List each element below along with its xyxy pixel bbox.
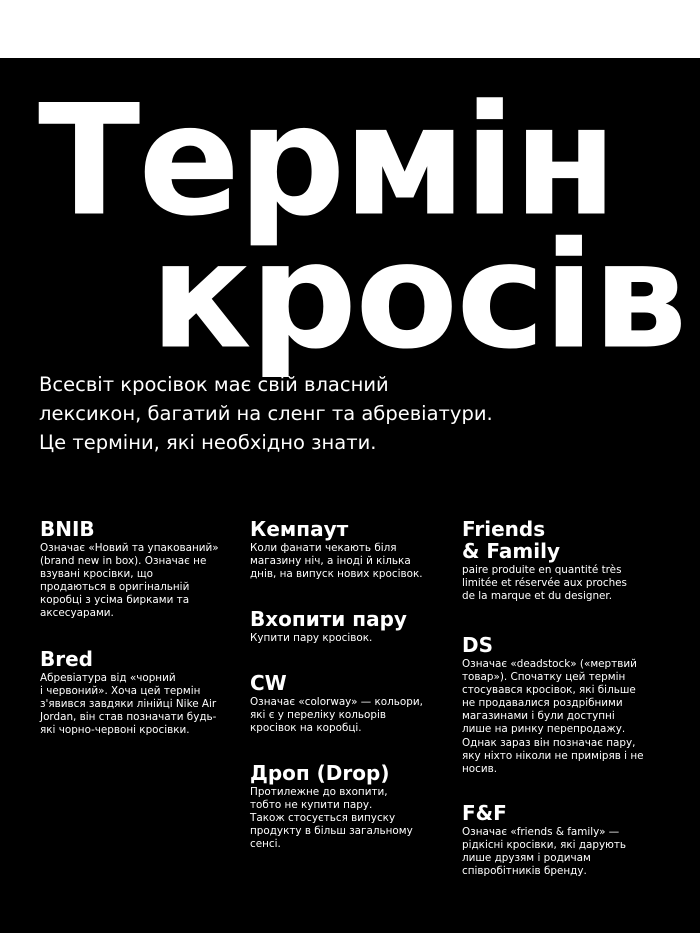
poster bbox=[0, 58, 700, 933]
term-cw bbox=[250, 672, 450, 735]
term-title: Дроп (Drop) bbox=[250, 761, 390, 785]
top-white-band bbox=[0, 0, 700, 58]
term-description: Означає «deadstock» («мертвий товар»). Спочатку цей термін стосувався кросівок, які більше не продавалися роздрібними магазинами і були доступні лише на ринку перепродажу. Однак зараз він позначає пару, яку ніхто ніколи не приміряв і не носив. bbox=[462, 658, 644, 775]
term-bred bbox=[40, 648, 240, 737]
term-description: Означає «colorway» — кольори, які є у переліку кольорів кросівок на коробці. bbox=[250, 696, 423, 735]
term-description: Протилежне до вхопити, тобто не купити пару. Також стосується випуску продукту в більш загальному сенсі. bbox=[250, 786, 413, 851]
term-title: Вхопити пару bbox=[250, 607, 407, 631]
intro-line: Це терміни, які необхідно знати. bbox=[39, 431, 377, 454]
term-description: paire produite en quantité très limitée et réservée aux proches de la marque et du designer. bbox=[462, 564, 627, 603]
term-title: BNIB bbox=[40, 517, 95, 541]
term-title: F&F bbox=[462, 801, 507, 825]
term-title: CW bbox=[250, 671, 287, 695]
headline-line-2: кросів bbox=[150, 211, 686, 382]
term-title: Кемпаут bbox=[250, 517, 349, 541]
intro-paragraph bbox=[39, 370, 599, 457]
term-ds bbox=[462, 634, 694, 776]
term-ff bbox=[462, 802, 694, 878]
term-title: Friends & Family bbox=[462, 517, 560, 563]
term-kempaut bbox=[250, 518, 450, 581]
term-description: Коли фанати чекають біля магазину ніч, а іноді й кілька днів, на випуск нових кросівок. bbox=[250, 542, 423, 581]
term-vkhopyty-paru bbox=[250, 608, 450, 645]
term-friends-family bbox=[462, 518, 694, 603]
intro-line: лексикон, багатий на сленг та абревіатури. bbox=[39, 402, 493, 425]
term-bnib bbox=[40, 518, 240, 621]
intro-line: Всесвіт кросівок має свій власний bbox=[39, 373, 389, 396]
term-description: Означає «friends & family» — рідкісні кросівки, які дарують лише друзям і родичам співробітників бренду. bbox=[462, 826, 627, 878]
term-title: DS bbox=[462, 633, 494, 657]
term-description: Означає «Новий та упакований» (brand new in box). Означає не взувані кросівки, що продаються в оригінальній коробці з усіма бирками та аксесуарами. bbox=[40, 542, 219, 620]
term-description: Абревіатура від «чорний і червоний». Хоча цей термін з'явився завдяки лінійці Nike Air Jordan, він став позначати будь- які чорно-червоні кросівки. bbox=[40, 672, 217, 737]
term-description: Купити пару кросівок. bbox=[250, 632, 373, 644]
term-title: Bred bbox=[40, 647, 93, 671]
headline-line-1: Термін bbox=[38, 72, 616, 251]
term-drop bbox=[250, 762, 450, 851]
